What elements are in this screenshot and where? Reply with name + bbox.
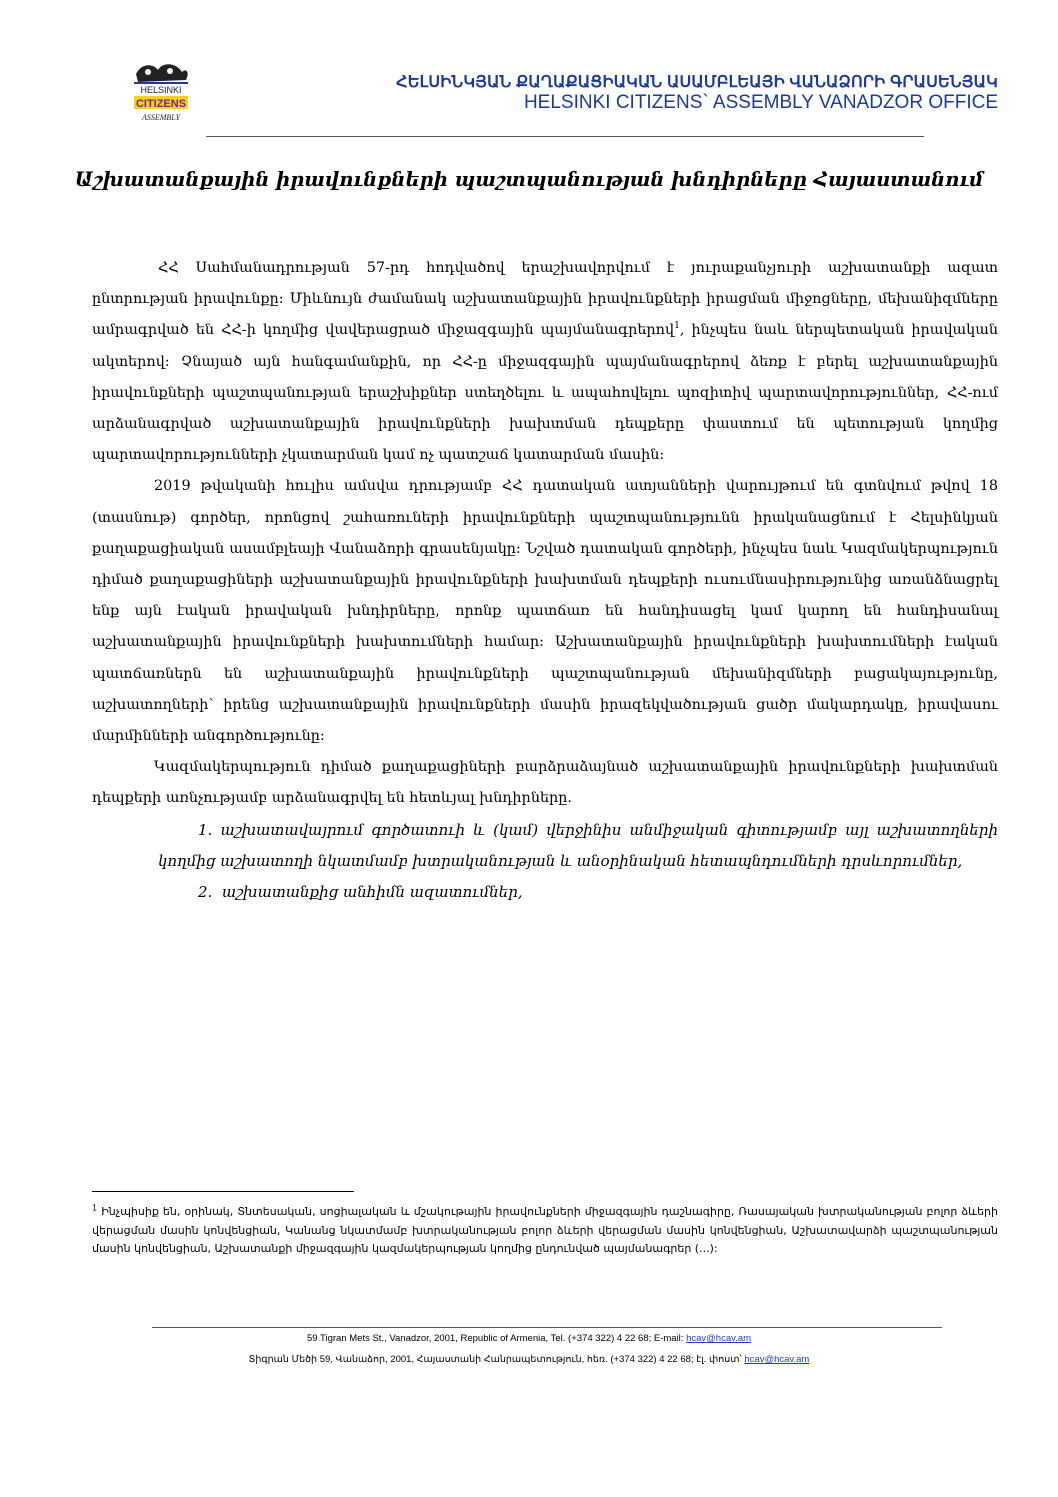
organization-logo (128, 60, 194, 124)
header-divider (206, 136, 924, 137)
footer-address-armenian (0, 1354, 1058, 1365)
list-item-text: աշխատավայրում գործատուի և (կամ) վերջինիս անմիջական գիտությամբ այլ աշխատողների կողմից աշխատողի նկատմամբ խտրականության և անօրինական հետապնդումների դրսևորումներ, (158, 820, 998, 870)
paragraph-1 (92, 253, 998, 471)
document-title: Աշխատանքային իրավունքների պաշտպանության խնդիրները Հայաստանում (74, 168, 984, 191)
paragraph-2: 2019 թվականի հուլիս ամսվա դրությամբ ՀՀ դատական ատյանների վարույթում են գտնվում թվով 18 (տասնութ) գործեր, որոնցով շահառուների իրավունքների պաշտպանությունն իրականացնում է Հելսինկյան քաղաքացիական ասամբլեայի Վանաձորի գրասենյակը։ Նշված դատական գործերի, ինչպես նաև Կազմակերպություն դիմած քաղաքացիների աշխատանքային իրավունքների խախտման դեպքերի ուսումնասիրությունից առանձնացրել ենք այն էական իրավական խնդիրները, որոնք պատճառ են հանդիսացել կամ կարող են հանդիսանալ աշխատանքային իրավունքների խախտումների համար։ Աշխատանքային իրավունքների խախտումների էական պատճառներն են աշխատանքային իրավունքների պաշտպանության մեխանիզմների բացակայությունը, աշխատողների՝ իրենց աշխատանքային իրավունքների մասին իրազեկվածության ցածր մակարդակը, իրավասու մարմինների անգործությունը։ (92, 478, 998, 745)
logo-text-bottom: ASSEMBLY (141, 113, 181, 122)
list-item-number: 1. (198, 820, 213, 839)
footer-address-am-text: Տիգրան Մեծի 59, Վանաձոր, 2001, Հայաստանի Հանրապետություն, հեռ. (+374 322) 4 22 68; էլ. փոստ՝ (248, 1354, 742, 1365)
document-body (92, 253, 998, 908)
paragraph-1-text-a: ՀՀ Սահմանադրության 57-րդ հոդվածով երաշխավորվում է յուրաքանչյուրի աշխատանքի ազատ ընտրության իրավունքը։ Միևնույն ժամանակ աշխատանքային իրավունքների իրացման միջոցները, մեխանիզմները ամրագրված են ՀՀ-ի կողմից վավերացրած միջազգային պայմանագրերով (92, 260, 998, 339)
logo-text-mid: CITIZENS (135, 98, 187, 110)
list-item-text: աշխատանքից անհիմն ազատումներ, (221, 883, 523, 902)
footer-address-en-text: 59 Tigran Mets St., Vanadzor, 2001, Republic of Armenia, Tel. (+374 322) 4 22 68; E-mail: (307, 1333, 684, 1344)
footer-email-link-en[interactable]: hcav@hcav.am (686, 1333, 751, 1344)
organization-name-armenian: ՀԵԼՍԻՆԿՅԱՆ ՔԱՂԱՔԱՑԻԱԿԱՆ ԱՍԱՄԲԼԵԱՅԻ ՎԱՆԱՁՈՐԻ ԳՐԱՍԵՆՅԱԿ (396, 74, 998, 91)
logo-text-top: HELSINKI (140, 85, 182, 95)
footnote-marker: 1 (92, 1203, 98, 1213)
footer-address-english (0, 1333, 1058, 1344)
footer-divider (152, 1327, 942, 1328)
footnote-reference[interactable]: 1 (674, 321, 680, 332)
paragraph-1-text-b: , ինչպես նաև ներպետական իրավական ակտերով։ Չնայած այն հանգամանքին, որ ՀՀ-ը միջազգային պայմանագրերով ձեռք է բերել աշխատանքային իրավունքների պաշտպանության երաշխիքներ ստեղծելու և ապահովելու պոզիտիվ պարտավորություններ, ՀՀ-ում արձանագրված աշխատանքային իրավունքների խախտման դեպքերը փաստում են պետության կողմից պարտավորությունների չկատարման կամ ոչ պատշաճ կատարման մասին։ (92, 322, 998, 464)
organization-name-english: HELSINKI CITIZENS` ASSEMBLY VANADZOR OFFICE (523, 92, 998, 113)
footnote-divider (92, 1191, 354, 1192)
paragraph-3: Կազմակերպություն դիմած քաղաքացիների բարձրաձայնած աշխատանքային իրավունքների խախտման դեպքերի առնչությամբ արձանագրվել են հետևյալ խնդիրները. (92, 759, 998, 807)
footnote (92, 1203, 998, 1259)
footer-email-link-am[interactable]: hcav@hcav.am (744, 1354, 810, 1365)
logo-emblem-icon (128, 60, 194, 124)
footnote-text: Ինչպիսիք են, օրինակ, Տնտեսական, սոցիալական և մշակութային իրավունքների միջազգային դաշնագիրը, Ռասայական խտրականության բոլոր ձևերի վերացման մասին կոնվենցիան, Կանանց նկատմամբ խտրականության բոլոր ձևերի վերացման մասին կոնվենցիան, Աշխատավարձի պաշտպանության մասին կոնվենցիան, Աշխատանքի միջազգային կազմակերպության կողմից ընդունված պայմանագրեր (...): (92, 1205, 998, 1256)
list-item (158, 877, 998, 908)
problems-list (92, 815, 998, 909)
list-item-number: 2. (198, 883, 213, 902)
list-item (158, 815, 998, 877)
